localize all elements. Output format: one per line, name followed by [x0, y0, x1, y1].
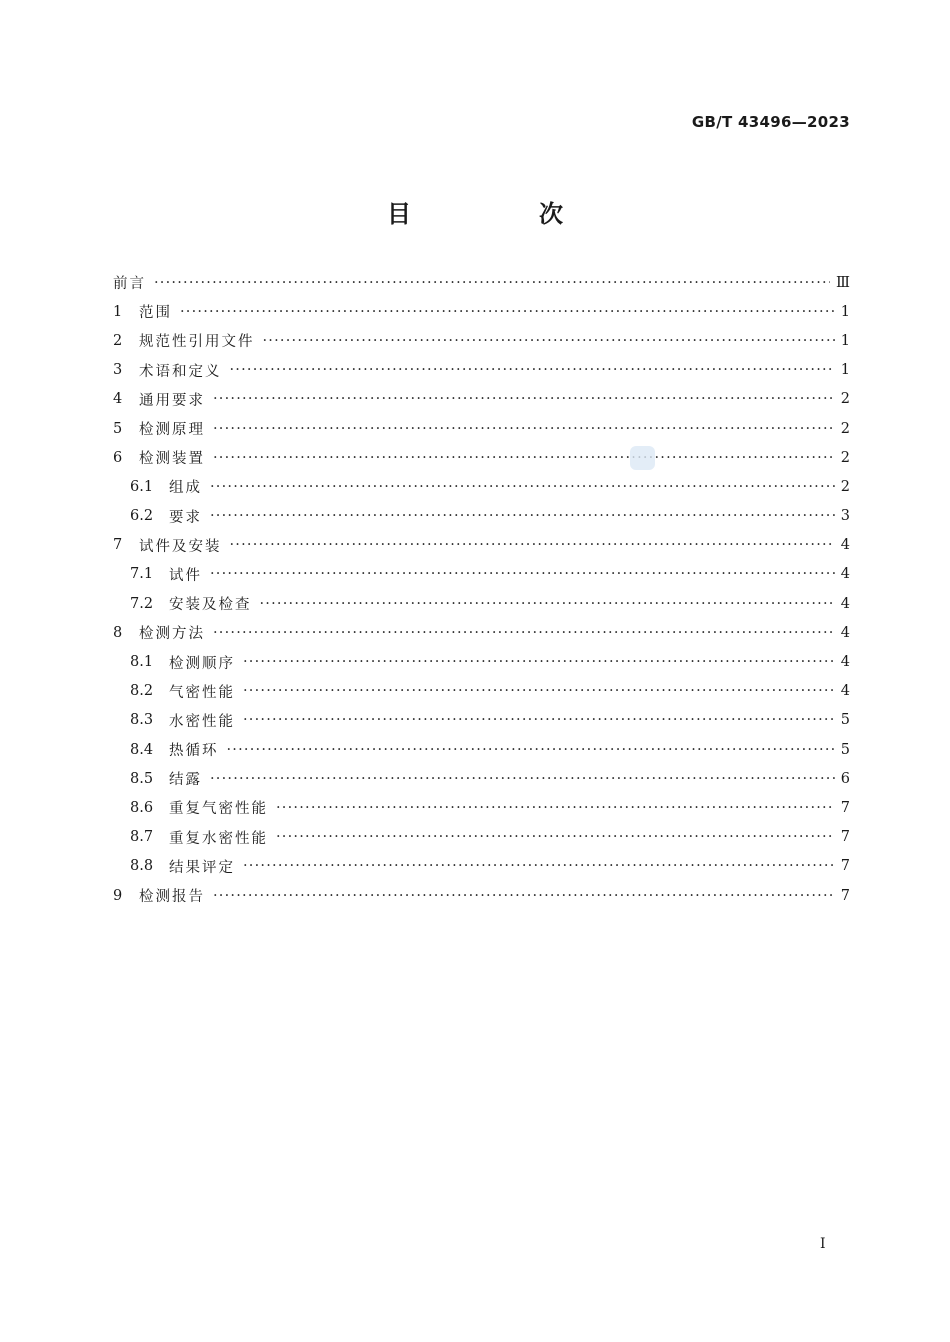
toc-entry[interactable]	[113, 297, 850, 326]
toc-entry-label: 检测顺序	[169, 655, 235, 672]
toc-entry-page: 4	[840, 683, 850, 700]
toc-entry-label: 术语和定义	[139, 363, 222, 380]
toc-entry-page: 1	[840, 362, 850, 379]
dot-leader	[213, 888, 835, 904]
toc-entry-number: 6	[113, 449, 123, 466]
toc-entry-label: 检测原理	[139, 422, 205, 439]
dot-leader	[210, 479, 835, 495]
toc-entry[interactable]	[113, 268, 850, 297]
dot-leader	[154, 275, 830, 291]
toc-entry-label: 热循环	[169, 743, 219, 760]
toc-entry-page: 2	[840, 420, 850, 437]
toc-entry-page: 5	[840, 712, 850, 729]
toc-entry-label: 检测方法	[139, 626, 205, 643]
toc-entry-number: 8	[113, 624, 123, 641]
toc-entry[interactable]	[113, 531, 850, 560]
toc-entry-page: 2	[840, 449, 850, 466]
table-of-contents	[113, 268, 850, 910]
toc-entry[interactable]	[113, 356, 850, 385]
toc-entry[interactable]	[113, 618, 850, 647]
page-title: 目 次	[387, 200, 615, 228]
toc-entry[interactable]	[113, 647, 850, 676]
toc-entry-page: 1	[840, 332, 850, 349]
dot-leader	[243, 712, 835, 728]
toc-entry-number: 8.6	[130, 799, 154, 816]
toc-entry[interactable]	[113, 823, 850, 852]
toc-entry[interactable]	[113, 326, 850, 355]
toc-entry-number: 8.5	[130, 770, 154, 787]
toc-entry-label: 水密性能	[169, 713, 235, 730]
toc-entry[interactable]	[113, 706, 850, 735]
toc-entry-page: 3	[840, 508, 850, 525]
toc-entry-label: 规范性引用文件	[139, 334, 255, 351]
toc-entry-label: 通用要求	[139, 392, 205, 409]
toc-entry-page: 2	[840, 478, 850, 495]
toc-entry-page: 6	[840, 770, 850, 787]
dot-leader	[227, 742, 835, 758]
dot-leader	[260, 596, 835, 612]
toc-entry-number: 7	[113, 537, 123, 554]
dot-leader	[243, 654, 835, 670]
dot-leader	[243, 858, 835, 874]
toc-entry[interactable]	[113, 881, 850, 910]
toc-entry-number: 8.8	[130, 858, 154, 875]
dot-leader	[213, 450, 835, 466]
toc-entry-number: 7.2	[130, 595, 154, 612]
toc-entry[interactable]	[113, 443, 850, 472]
toc-entry-page: 7	[840, 799, 850, 816]
toc-entry-page: 4	[840, 566, 850, 583]
toc-entry-number: 8.3	[130, 712, 154, 729]
toc-entry-page: 7	[840, 858, 850, 875]
toc-entry-label: 气密性能	[169, 684, 235, 701]
toc-entry[interactable]	[113, 414, 850, 443]
toc-entry-page: 5	[840, 741, 850, 758]
dot-leader	[213, 421, 835, 437]
toc-entry-page: 4	[840, 654, 850, 671]
dot-leader	[213, 625, 835, 641]
dot-leader	[243, 683, 835, 699]
toc-entry-label: 试件及安装	[139, 538, 222, 555]
toc-entry[interactable]	[113, 385, 850, 414]
dot-leader	[276, 829, 835, 845]
toc-entry[interactable]	[113, 502, 850, 531]
toc-entry-page: 4	[840, 595, 850, 612]
toc-entry-page: 4	[840, 624, 850, 641]
toc-entry-label: 范围	[139, 305, 172, 322]
dot-leader	[210, 508, 835, 524]
toc-entry-number: 8.7	[130, 829, 154, 846]
toc-entry-number: 6.2	[130, 508, 154, 525]
toc-entry-label: 检测报告	[139, 889, 205, 906]
toc-entry-page: 7	[840, 829, 850, 846]
toc-entry-label: 试件	[169, 567, 202, 584]
dot-leader	[213, 391, 835, 407]
toc-entry-number: 5	[113, 420, 123, 437]
toc-entry-number: 4	[113, 391, 123, 408]
toc-entry-number: 3	[113, 362, 123, 379]
dot-leader	[210, 771, 835, 787]
dot-leader	[210, 566, 835, 582]
dot-leader	[230, 537, 835, 553]
dot-leader	[276, 800, 835, 816]
toc-entry-number: 1	[113, 303, 123, 320]
toc-entry[interactable]	[113, 589, 850, 618]
toc-entry-number: 8.2	[130, 683, 154, 700]
toc-entry-page: 4	[840, 537, 850, 554]
toc-entry-number: 2	[113, 332, 123, 349]
dot-leader	[230, 362, 835, 378]
toc-entry-label: 要求	[169, 509, 202, 526]
toc-entry-number: 8.1	[130, 654, 154, 671]
toc-entry[interactable]	[113, 793, 850, 822]
toc-entry-label: 组成	[169, 480, 202, 497]
toc-entry-number: 8.4	[130, 741, 154, 758]
toc-entry-number: 7.1	[130, 566, 154, 583]
toc-entry-page: 2	[840, 391, 850, 408]
toc-entry-label: 检测装置	[139, 451, 205, 468]
watermark-icon	[630, 446, 655, 470]
toc-entry[interactable]	[113, 472, 850, 501]
toc-entry[interactable]	[113, 560, 850, 589]
toc-entry-label: 前言	[113, 276, 146, 293]
toc-entry-page: 1	[840, 303, 850, 320]
toc-entry[interactable]	[113, 735, 850, 764]
toc-entry-page: Ⅲ	[836, 274, 850, 291]
toc-entry[interactable]	[113, 852, 850, 881]
page-number: I	[820, 1236, 826, 1252]
dot-leader	[180, 304, 835, 320]
toc-entry-number: 6.1	[130, 478, 154, 495]
toc-entry-label: 重复气密性能	[169, 801, 268, 818]
toc-entry-label: 安装及检查	[169, 597, 252, 614]
standard-code: GB/T 43496—2023	[691, 113, 850, 131]
toc-entry[interactable]	[113, 764, 850, 793]
toc-entry[interactable]	[113, 677, 850, 706]
dot-leader	[263, 333, 835, 349]
toc-entry-label: 结露	[169, 772, 202, 789]
toc-entry-page: 7	[840, 887, 850, 904]
toc-entry-label: 结果评定	[169, 859, 235, 876]
toc-entry-number: 9	[113, 887, 123, 904]
toc-entry-label: 重复水密性能	[169, 830, 268, 847]
